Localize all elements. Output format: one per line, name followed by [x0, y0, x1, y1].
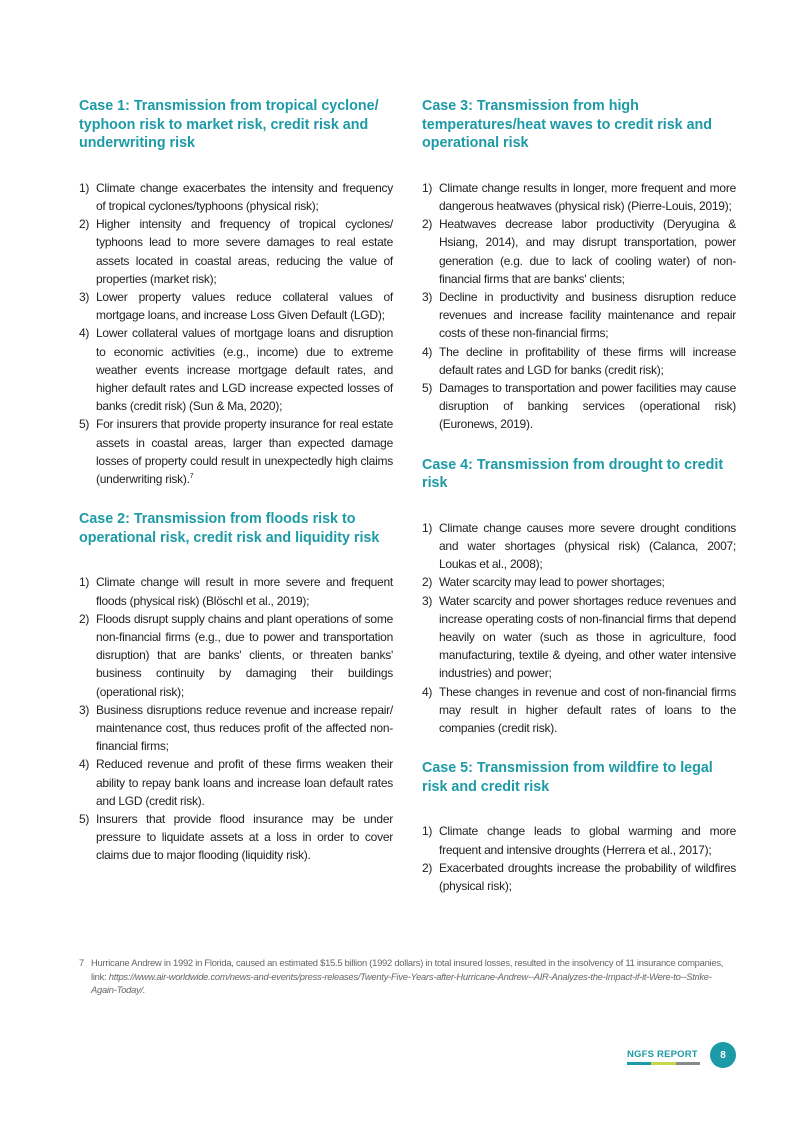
footnote-body: [91, 956, 737, 997]
list-item: [79, 755, 393, 810]
item-text: Lower collateral values of mortgage loans and disruption to economic activities (e.g., income) due to extreme weather events increase mortgage default rates, and higher default rates and LGD increase expected losses of banks (credit risk) (Sun & Ma, 2020);: [96, 326, 393, 414]
item-text: Reduced revenue and profit of these firms weaken their ability to repay bank loans and increase loan default rates and LGD (credit risk).: [96, 757, 393, 808]
list-item: [422, 179, 736, 215]
list-item: [422, 683, 736, 738]
case-2-title: Case 2: Transmission from floods risk to operational risk, credit risk and liquidity risk: [79, 511, 380, 546]
item-text: Damages to transportation and power facilities may cause disruption of banking services (operational risk) (Euronews, 2019).: [439, 381, 736, 432]
case-2: [79, 510, 393, 864]
list-item: [79, 701, 393, 756]
item-number: 2): [422, 860, 433, 875]
case-3: [422, 97, 736, 434]
item-text: Business disruptions reduce revenue and increase repair/ maintenance cost, thus reduces profit of the affected non-financial firms;: [96, 702, 393, 754]
right-column: [422, 97, 736, 917]
list-item: [79, 215, 393, 288]
list-item: [422, 573, 736, 591]
item-text: Insurers that provide flood insurance may be under pressure to liquidate assets at a loss in order to cover claims due to major flooding (liquidity risk).: [96, 812, 393, 863]
case-5-list: [422, 822, 736, 895]
item-text: Climate change causes more severe drought conditions and water shortages (physical risk) (Calanca, 2007; Loukas et al., 2008);: [439, 520, 736, 572]
item-number: 5): [79, 417, 90, 432]
item-text: These changes in revenue and cost of non-financial firms may result in higher default rates of loans to the companies (credit risk).: [439, 684, 736, 736]
color-bar-segment: [676, 1062, 700, 1065]
case-4-list: [422, 519, 736, 737]
left-column: [79, 97, 393, 887]
list-item: [422, 343, 736, 379]
list-item: [79, 810, 393, 865]
item-number: 5): [79, 812, 90, 827]
list-item: [79, 573, 393, 609]
item-number: 3): [422, 290, 433, 304]
case-1-list: [79, 179, 393, 488]
list-item: [79, 288, 393, 324]
case-5: [422, 759, 736, 895]
item-number: 1): [79, 180, 90, 195]
item-number: 3): [79, 290, 90, 304]
list-item: [79, 324, 393, 415]
item-text: Heatwaves decrease labor productivity (Deryugina & Hsiang, 2014), and may disrupt transportation, power generation (e.g. due to lack of cooling water) of non-financial firms that are banks' clients;: [439, 217, 736, 286]
item-text: Decline in productivity and business disruption reduce revenues and increase facility maintenance and repair costs of these non-financial firms;: [439, 290, 736, 341]
list-item: [79, 179, 393, 215]
list-item: [79, 610, 393, 701]
report-label: NGFS REPORT: [627, 1049, 698, 1060]
item-text: Water scarcity may lead to power shortages;: [439, 575, 665, 590]
item-text: Exacerbated droughts increase the probability of wildfires (physical risk);: [439, 860, 736, 894]
item-text: Lower property values reduce collateral values of mortgage loans, and increase Loss Given Default (LGD);: [96, 290, 393, 323]
item-text: Floods disrupt supply chains and plant operations of some non-financial firms (e.g., due to power and transportation disruption) that are banks' clients, or threaten banks' business continuity by damaging their buildings (operational risk);: [96, 611, 393, 699]
case-1: [79, 97, 393, 488]
item-text: Higher intensity and frequency of tropical cyclones/ typhoons lead to more severe damages to real estate assets located in coastal areas, reducing the value of properties (market risk);: [96, 217, 393, 286]
item-number: 2): [79, 217, 90, 232]
list-item: [422, 288, 736, 343]
item-number: 2): [79, 611, 90, 626]
footnote-text: Hurricane Andrew in 1992 in Florida, caused an estimated $15.5 billion (1992 dollars) in total insured losses, resulted in the insolvency of 11 insurance companies, link:: [91, 957, 724, 982]
item-number: 4): [79, 326, 90, 341]
item-number: 4): [422, 684, 433, 699]
list-item: [422, 822, 736, 858]
item-text: Climate change will result in more severe and frequent floods (physical risk) (Blöschl et al., 2019);: [96, 575, 393, 608]
item-text: The decline in profitability of these firms will increase default rates and LGD for banks (credit risk);: [439, 344, 736, 377]
footnote-number: 7: [79, 957, 84, 968]
case-3-list: [422, 179, 736, 434]
item-number: 1): [422, 824, 433, 839]
item-number: 2): [422, 217, 433, 232]
item-number: 2): [422, 575, 433, 590]
item-text: Climate change results in longer, more frequent and more dangerous heatwaves (physical risk) (Pierre-Louis, 2019);: [439, 180, 736, 213]
color-bar-segment: [627, 1062, 651, 1065]
footnote: [79, 956, 737, 997]
item-number: 4): [79, 757, 90, 772]
case-2-list: [79, 573, 393, 864]
item-number: 1): [422, 520, 433, 535]
item-number: 1): [79, 575, 90, 590]
item-text: Climate change leads to global warming and more frequent and intensive droughts (Herrera et al., 2017);: [439, 824, 736, 857]
case-5-title: Case 5: Transmission from wildfire to legal risk and credit risk: [422, 760, 713, 795]
item-number: 3): [79, 702, 90, 717]
list-item: [79, 415, 393, 488]
footer-color-bar: [627, 1062, 700, 1065]
color-bar-segment: [651, 1062, 675, 1065]
list-item: [422, 215, 736, 288]
list-item: [422, 379, 736, 434]
item-number: 4): [422, 344, 433, 359]
footnote-link[interactable]: https://www.air-worldwide.com/news-and-events/press-releases/Twenty-Five-Years-after-Hurricane-Andrew--AIR-Analyzes-the-Impact-if-it-Were-to--Strike-Again-Today/.: [91, 970, 712, 995]
item-number: 1): [422, 180, 433, 195]
list-item: [422, 859, 736, 895]
list-item: [422, 519, 736, 574]
footnote-ref[interactable]: 7: [189, 473, 194, 481]
item-text: Climate change exacerbates the intensity and frequency of tropical cyclones/typhoons (physical risk);: [96, 180, 393, 213]
case-1-title: Case 1: Transmission from tropical cyclone/ typhoon risk to market risk, credit risk and underwriting risk: [79, 98, 379, 152]
case-4-title: Case 4: Transmission from drought to credit risk: [422, 456, 724, 492]
case-3-title: Case 3: Transmission from high temperatures/heat waves to credit risk and operational risk: [422, 98, 713, 152]
case-4: [422, 456, 736, 738]
item-text: Water scarcity and power shortages reduce revenues and increase operating costs of non-financial firms that depend heavily on water (such as those in agriculture, food manufacturing, textile & dyeing, and other water intensive industries) and power;: [439, 593, 736, 681]
page-number: 8: [710, 1042, 736, 1068]
item-number: 5): [422, 381, 433, 396]
list-item: [422, 592, 736, 683]
item-text: For insurers that provide property insurance for real estate assets in coastal areas, larger than expected damage losses of property could result in unexpectedly high claims (underwriting risk).: [96, 417, 393, 487]
item-number: 3): [422, 593, 433, 608]
